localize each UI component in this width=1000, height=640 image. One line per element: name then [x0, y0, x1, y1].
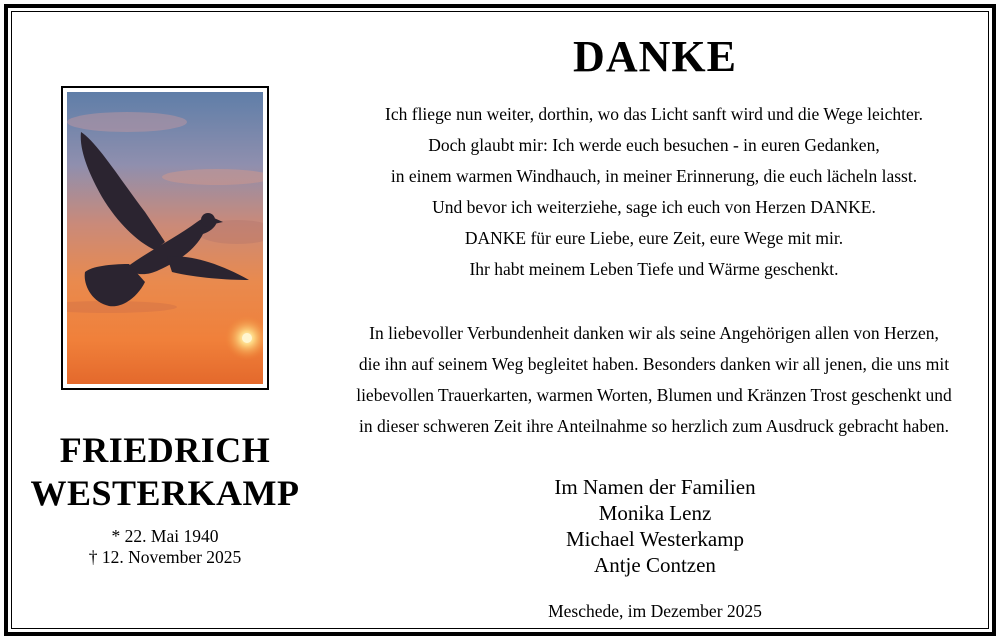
deceased-first-name: FRIEDRICH — [59, 430, 271, 470]
signature-name: Monika Lenz — [598, 501, 712, 525]
birth-date: * 22. Mai 1940 — [111, 526, 219, 546]
place-date: Meschede, im Dezember 2025 — [548, 601, 762, 621]
poem-line: Doch glaubt mir: Ich werde euch besuchen - in euren Gedanken, — [428, 135, 880, 155]
thanks-line: liebevollen Trauerkarten, warmen Worten, Blumen und Kränzen Trost geschenkt und — [356, 385, 952, 405]
dove-sunset-image — [67, 92, 263, 384]
deceased-last-name: WESTERKAMP — [30, 473, 300, 513]
thanks-line: die ihn auf seinem Weg begleitet haben. Besonders danken wir all jenen, die uns mit — [358, 354, 950, 374]
dove-sunset-photo — [67, 92, 263, 384]
headline: DANKE — [573, 32, 737, 81]
signature-name: Antje Contzen — [594, 553, 716, 577]
poem-line: Und bevor ich weiterziehe, sage ich euch von Herzen DANKE. — [432, 197, 876, 217]
poem-line: Ich fliege nun weiter, dorthin, wo das Licht sanft wird und die Wege leichter. — [385, 104, 923, 124]
signature-intro: Im Namen der Familien — [554, 475, 756, 499]
poem-line: Ihr habt meinem Leben Tiefe und Wärme geschenkt. — [469, 259, 839, 279]
poem-line: in einem warmen Windhauch, in meiner Erinnerung, die euch lächeln lasst. — [390, 166, 918, 186]
thanks-line: In liebevoller Verbundenheit danken wir als seine Angehörigen allen von Herzen, — [369, 323, 939, 343]
memorial-photo-frame — [61, 86, 269, 390]
death-date: † 12. November 2025 — [88, 547, 242, 567]
thanks-line: in dieser schweren Zeit ihre Anteilnahme so herzlich zum Ausdruck gebracht haben. — [359, 416, 949, 436]
signature-name: Michael Westerkamp — [565, 527, 745, 551]
poem-line: DANKE für eure Liebe, eure Zeit, eure Wege mit mir. — [464, 228, 844, 248]
